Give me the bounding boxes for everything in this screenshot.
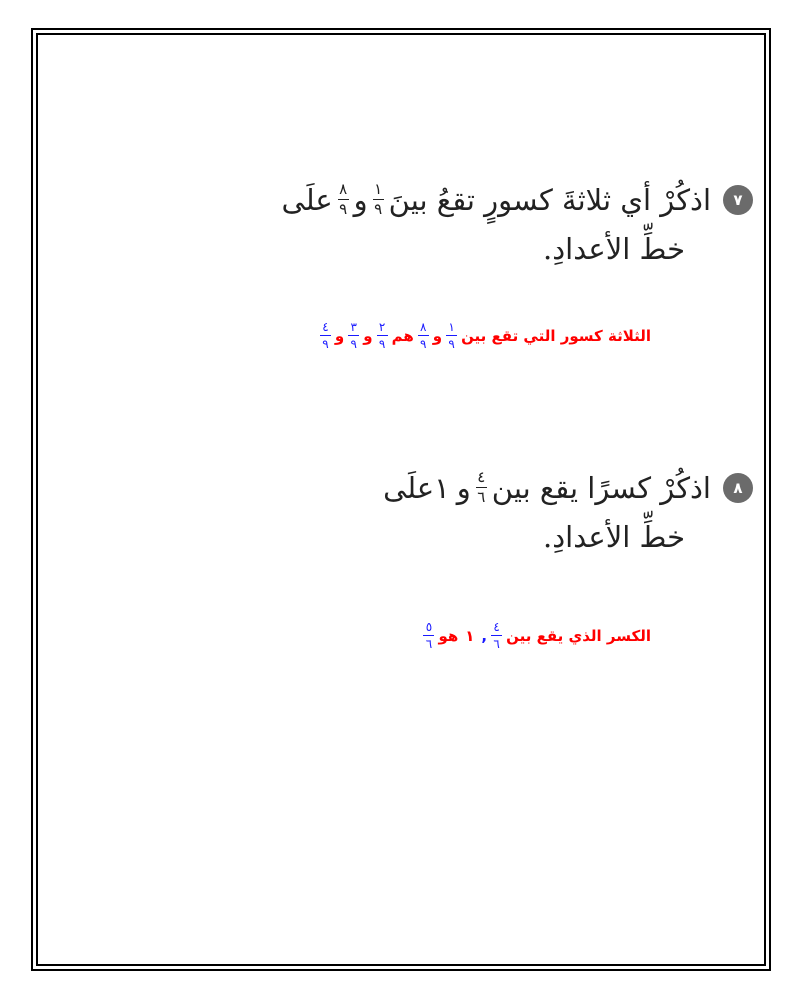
q7-answer-fraction-3 (377, 321, 388, 350)
q8-and: و (456, 470, 471, 505)
q7-and: و (353, 182, 368, 217)
q7-answer-fraction-3-num: ٢ (378, 320, 386, 334)
q7-answer-fraction-1-num: ١ (448, 320, 455, 334)
q7-answer-and-3: و (334, 326, 345, 345)
q7-answer-and-1: و (432, 326, 443, 345)
q7-answer (316, 321, 651, 350)
q7-answer-fraction-5-num: ٤ (322, 320, 329, 334)
q8-text-a: اذكُرْ كسرًا يقع بين (491, 470, 711, 505)
q7-answer-fraction-5 (320, 321, 331, 350)
q7-fraction-1-den: ٩ (374, 200, 383, 218)
q7-text-a: اذكُرْ أي ثلاثةَ كسورٍ تقعُ بينَ (388, 182, 711, 217)
q8-answer-fraction-2-den: ٦ (425, 637, 433, 651)
q7-fraction-2-den: ٩ (339, 200, 348, 218)
q8-answer-fraction-2 (423, 621, 434, 650)
q8-answer-is: هو (438, 626, 459, 645)
q7-answer-fraction-1-den: ٩ (448, 337, 455, 351)
q8-answer-separator: , (481, 626, 488, 645)
q7-fraction-2 (338, 182, 349, 217)
q7-answer-fraction-4-num: ٣ (350, 320, 357, 334)
q8-answer-fraction-1-num: ٤ (493, 620, 500, 634)
q8-number-badge: ٨ (723, 473, 753, 503)
q8-answer (419, 621, 651, 650)
q8-fraction-1-num: ٤ (477, 468, 486, 486)
q7-answer-fraction-1 (446, 321, 457, 350)
q7-answer-is: هم (391, 326, 414, 345)
q7-line-1 (282, 182, 753, 217)
q7-fraction-1-num: ١ (374, 180, 383, 198)
q7-answer-fraction-2 (418, 321, 429, 350)
q7-answer-fraction-2-num: ٨ (420, 320, 427, 334)
q7-line-2-text: خطِّ الأعدادِ. (543, 232, 685, 266)
q8-line-1 (383, 470, 753, 505)
q7-answer-fraction-4 (348, 321, 359, 350)
q7-answer-text-a: الثلاثة كسور التي تقع بين (461, 326, 651, 345)
q7-fraction-2-num: ٨ (339, 180, 348, 198)
q8-line-2-text: خطِّ الأعدادِ. (543, 520, 685, 554)
q8-one: ١ (434, 470, 450, 505)
q8-answer-text-a: الكسر الذي يقع بين (506, 626, 651, 645)
q8-line-2 (543, 520, 685, 554)
q8-text-b: علَى (383, 470, 435, 505)
q8-answer-fraction-1-den: ٦ (493, 637, 500, 651)
q8-answer-one: ١ (465, 626, 475, 645)
q8-answer-fraction-1 (491, 621, 502, 650)
q8-answer-fraction-2-num: ٥ (425, 620, 433, 634)
q8-fraction-1-den: ٦ (477, 488, 486, 506)
q8-fraction-1 (476, 470, 487, 505)
q7-answer-fraction-3-den: ٩ (378, 337, 386, 351)
q7-answer-fraction-5-den: ٩ (322, 337, 329, 351)
q7-text-b: علَى (281, 182, 333, 217)
q7-line-2 (543, 232, 685, 266)
q7-answer-fraction-4-den: ٩ (350, 337, 357, 351)
q7-number-badge: ٧ (723, 185, 753, 215)
q7-answer-fraction-2-den: ٩ (420, 337, 427, 351)
q7-fraction-1 (373, 182, 384, 217)
q7-answer-and-2: و (363, 326, 373, 345)
